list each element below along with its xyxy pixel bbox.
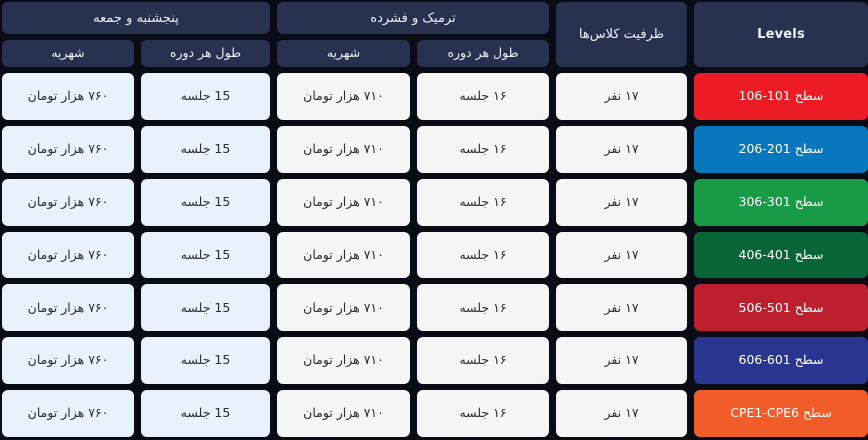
intensive-tuition-cell: ۷۱۰ هزار تومان	[277, 390, 410, 437]
subheader-intensive-length: طول هر دوره	[417, 40, 549, 67]
level-badge-601-606: سطح 601-606	[694, 337, 868, 384]
intensive-tuition-cell: ۷۱۰ هزار تومان	[277, 126, 410, 173]
level-badge-501-506: سطح 501-506	[694, 284, 868, 331]
intensive-length-cell: ۱۶ جلسه	[417, 126, 549, 173]
header-levels: Levels	[694, 2, 868, 67]
level-badge-401-406: سطح 401-406	[694, 232, 868, 279]
weekend-tuition-cell: ۷۶۰ هزار تومان	[2, 284, 134, 331]
capacity-cell: ۱۷ نفر	[556, 232, 687, 279]
weekend-length-cell: 15 جلسه	[141, 126, 270, 173]
header-class-capacity: ظرفیت کلاس‌ها	[556, 2, 687, 67]
level-badge-301-306: سطح 301-306	[694, 179, 868, 226]
weekend-tuition-cell: ۷۶۰ هزار تومان	[2, 126, 134, 173]
header-group-weekend: پنجشنبه و جمعه	[2, 2, 270, 34]
intensive-length-cell: ۱۶ جلسه	[417, 284, 549, 331]
level-badge-201-206: سطح 201-206	[694, 126, 868, 173]
weekend-tuition-cell: ۷۶۰ هزار تومان	[2, 390, 134, 437]
intensive-length-cell: ۱۶ جلسه	[417, 73, 549, 120]
intensive-length-cell: ۱۶ جلسه	[417, 337, 549, 384]
weekend-length-cell: 15 جلسه	[141, 337, 270, 384]
weekend-tuition-cell: ۷۶۰ هزار تومان	[2, 232, 134, 279]
intensive-tuition-cell: ۷۱۰ هزار تومان	[277, 232, 410, 279]
level-badge-101-106: سطح 101-106	[694, 73, 868, 120]
weekend-length-cell: 15 جلسه	[141, 232, 270, 279]
weekend-length-cell: 15 جلسه	[141, 73, 270, 120]
intensive-tuition-cell: ۷۱۰ هزار تومان	[277, 73, 410, 120]
subheader-weekend-length: طول هر دوره	[141, 40, 270, 67]
intensive-length-cell: ۱۶ جلسه	[417, 179, 549, 226]
intensive-length-cell: ۱۶ جلسه	[417, 232, 549, 279]
capacity-cell: ۱۷ نفر	[556, 126, 687, 173]
capacity-cell: ۱۷ نفر	[556, 390, 687, 437]
subheader-weekend-tuition: شهریه	[2, 40, 134, 67]
intensive-tuition-cell: ۷۱۰ هزار تومان	[277, 179, 410, 226]
intensive-tuition-cell: ۷۱۰ هزار تومان	[277, 284, 410, 331]
weekend-tuition-cell: ۷۶۰ هزار تومان	[2, 179, 134, 226]
weekend-length-cell: 15 جلسه	[141, 179, 270, 226]
capacity-cell: ۱۷ نفر	[556, 179, 687, 226]
weekend-tuition-cell: ۷۶۰ هزار تومان	[2, 337, 134, 384]
capacity-cell: ۱۷ نفر	[556, 73, 687, 120]
weekend-length-cell: 15 جلسه	[141, 390, 270, 437]
header-group-intensive: ترمیک و فشرده	[277, 2, 549, 34]
subheader-intensive-tuition: شهریه	[277, 40, 410, 67]
weekend-length-cell: 15 جلسه	[141, 284, 270, 331]
capacity-cell: ۱۷ نفر	[556, 337, 687, 384]
intensive-length-cell: ۱۶ جلسه	[417, 390, 549, 437]
capacity-cell: ۱۷ نفر	[556, 284, 687, 331]
level-badge-cpe1-cpe6: سطح CPE1-CPE6	[694, 390, 868, 437]
weekend-tuition-cell: ۷۶۰ هزار تومان	[2, 73, 134, 120]
intensive-tuition-cell: ۷۱۰ هزار تومان	[277, 337, 410, 384]
